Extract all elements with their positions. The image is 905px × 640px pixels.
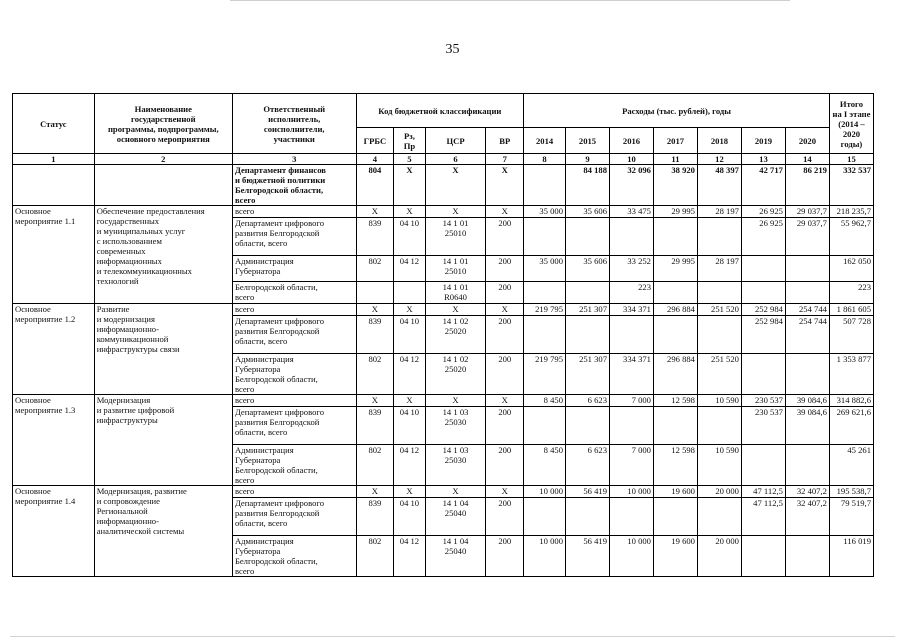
rzpr-cell: 04 10 bbox=[394, 498, 425, 536]
header-name: Наименование государственной программы, подпрограммы, основного мероприятия bbox=[94, 94, 232, 154]
rzpr-cell: Х bbox=[394, 206, 425, 218]
y2018-cell: 28 197 bbox=[697, 206, 741, 218]
status-cell: Основное мероприятие 1.4 bbox=[13, 486, 95, 577]
column-number: 3 bbox=[232, 154, 356, 165]
y2017-cell: 29 995 bbox=[653, 206, 697, 218]
total-cell: 1 353 877 bbox=[829, 354, 873, 395]
csr-cell: 14 1 02 25020 bbox=[425, 316, 486, 354]
y2017-cell bbox=[653, 282, 697, 304]
y2015-cell: 35 606 bbox=[566, 206, 610, 218]
csr-cell: Х bbox=[425, 304, 486, 316]
total-cell: 79 519,7 bbox=[829, 498, 873, 536]
y2017-cell bbox=[653, 316, 697, 354]
rzpr-cell: Х bbox=[394, 165, 425, 206]
y2014-cell: 8 450 bbox=[524, 445, 566, 486]
y2014-cell: 10 000 bbox=[524, 536, 566, 577]
y2016-cell: 33 252 bbox=[610, 256, 654, 282]
header-grbs: ГРБС bbox=[356, 128, 394, 154]
y2016-cell: 7 000 bbox=[610, 445, 654, 486]
grbs-cell: 802 bbox=[356, 256, 394, 282]
column-number: 4 bbox=[356, 154, 394, 165]
total-cell: 223 bbox=[829, 282, 873, 304]
csr-cell: 14 1 04 25040 bbox=[425, 498, 486, 536]
y2019-cell: 47 112,5 bbox=[741, 498, 785, 536]
column-number: 7 bbox=[486, 154, 524, 165]
y2019-cell: 230 537 bbox=[741, 395, 785, 407]
y2015-cell: 6 623 bbox=[566, 395, 610, 407]
y2016-cell: 334 371 bbox=[610, 304, 654, 316]
y2019-cell: 252 984 bbox=[741, 304, 785, 316]
y2016-cell: 33 475 bbox=[610, 206, 654, 218]
rzpr-cell: 04 10 bbox=[394, 316, 425, 354]
header-vr: ВР bbox=[486, 128, 524, 154]
vr-cell: 200 bbox=[486, 407, 524, 445]
column-number: 8 bbox=[524, 154, 566, 165]
total-cell: 195 538,7 bbox=[829, 486, 873, 498]
grbs-cell: 802 bbox=[356, 536, 394, 577]
y2017-cell: 19 600 bbox=[653, 536, 697, 577]
csr-cell: 14 1 01 25010 bbox=[425, 256, 486, 282]
y2016-cell bbox=[610, 218, 654, 256]
y2018-cell: 10 590 bbox=[697, 445, 741, 486]
column-number: 14 bbox=[785, 154, 829, 165]
grbs-cell: 839 bbox=[356, 316, 394, 354]
y2014-cell bbox=[524, 407, 566, 445]
y2019-cell bbox=[741, 256, 785, 282]
grbs-cell: Х bbox=[356, 206, 394, 218]
y2016-cell: 10 000 bbox=[610, 536, 654, 577]
csr-cell: 14 1 03 25030 bbox=[425, 445, 486, 486]
y2016-cell bbox=[610, 407, 654, 445]
header-year: 2018 bbox=[697, 128, 741, 154]
total-cell: 162 050 bbox=[829, 256, 873, 282]
y2018-cell: 251 520 bbox=[697, 354, 741, 395]
y2018-cell: 20 000 bbox=[697, 486, 741, 498]
y2020-cell: 39 084,6 bbox=[785, 395, 829, 407]
csr-cell: 14 1 03 25030 bbox=[425, 407, 486, 445]
y2014-cell: 10 000 bbox=[524, 486, 566, 498]
y2015-cell bbox=[566, 407, 610, 445]
executor-cell: Департамент цифрового развития Белгородской области, всего bbox=[232, 218, 356, 256]
y2019-cell bbox=[741, 354, 785, 395]
y2017-cell: 12 598 bbox=[653, 445, 697, 486]
column-number: 10 bbox=[610, 154, 654, 165]
y2016-cell bbox=[610, 316, 654, 354]
grbs-cell: Х bbox=[356, 304, 394, 316]
y2017-cell: 296 884 bbox=[653, 304, 697, 316]
y2017-cell bbox=[653, 218, 697, 256]
executor-cell: всего bbox=[232, 206, 356, 218]
total-cell: 1 861 605 bbox=[829, 304, 873, 316]
y2018-cell: 20 000 bbox=[697, 536, 741, 577]
vr-cell: 200 bbox=[486, 536, 524, 577]
column-number: 5 bbox=[394, 154, 425, 165]
y2015-cell bbox=[566, 316, 610, 354]
vr-cell: 200 bbox=[486, 218, 524, 256]
header-year: 2020 bbox=[785, 128, 829, 154]
vr-cell: 200 bbox=[486, 316, 524, 354]
y2015-cell: 84 188 bbox=[566, 165, 610, 206]
vr-cell: Х bbox=[486, 165, 524, 206]
header-year: 2017 bbox=[653, 128, 697, 154]
header-year: 2014 bbox=[524, 128, 566, 154]
y2020-cell bbox=[785, 536, 829, 577]
vr-cell: Х bbox=[486, 304, 524, 316]
y2020-cell: 254 744 bbox=[785, 316, 829, 354]
y2015-cell: 6 623 bbox=[566, 445, 610, 486]
bottom-edge-line bbox=[10, 636, 895, 637]
budget-table bbox=[12, 93, 874, 577]
column-number: 1 bbox=[13, 154, 95, 165]
y2018-cell bbox=[697, 498, 741, 536]
y2018-cell: 48 397 bbox=[697, 165, 741, 206]
header-executor: Ответственный исполнитель, соисполнители, участники bbox=[232, 94, 356, 154]
header-csr: ЦСР bbox=[425, 128, 486, 154]
executor-cell: Администрация Губернатора Белгородской области, всего bbox=[232, 445, 356, 486]
y2015-cell: 56 419 bbox=[566, 486, 610, 498]
y2018-cell bbox=[697, 407, 741, 445]
y2014-cell bbox=[524, 498, 566, 536]
y2015-cell bbox=[566, 218, 610, 256]
total-cell: 507 728 bbox=[829, 316, 873, 354]
y2020-cell bbox=[785, 445, 829, 486]
y2014-cell: 35 000 bbox=[524, 256, 566, 282]
y2016-cell bbox=[610, 498, 654, 536]
page-number: 35 bbox=[445, 42, 460, 57]
y2019-cell: 26 925 bbox=[741, 206, 785, 218]
y2019-cell: 42 717 bbox=[741, 165, 785, 206]
y2014-cell: 219 795 bbox=[524, 304, 566, 316]
header-rzpr: Рз, Пр bbox=[394, 128, 425, 154]
y2017-cell: 38 920 bbox=[653, 165, 697, 206]
executor-cell: Администрация Губернатора Белгородской области, всего bbox=[232, 536, 356, 577]
y2015-cell: 35 606 bbox=[566, 256, 610, 282]
y2019-cell: 252 984 bbox=[741, 316, 785, 354]
grbs-cell: 839 bbox=[356, 498, 394, 536]
rzpr-cell: 04 10 bbox=[394, 218, 425, 256]
executor-cell: Администрация Губернатора Белгородской области, всего bbox=[232, 354, 356, 395]
y2016-cell: 32 096 bbox=[610, 165, 654, 206]
executor-cell: Администрация Губернатора bbox=[232, 256, 356, 282]
executor-cell: Департамент цифрового развития Белгородской области, всего bbox=[232, 498, 356, 536]
y2019-cell: 47 112,5 bbox=[741, 486, 785, 498]
y2017-cell bbox=[653, 407, 697, 445]
y2016-cell: 334 371 bbox=[610, 354, 654, 395]
executor-cell: Департамент цифрового развития Белгородской области, всего bbox=[232, 316, 356, 354]
grbs-cell: 804 bbox=[356, 165, 394, 206]
executor-cell: всего bbox=[232, 395, 356, 407]
column-number: 9 bbox=[566, 154, 610, 165]
vr-cell: 200 bbox=[486, 498, 524, 536]
vr-cell: 200 bbox=[486, 256, 524, 282]
y2020-cell bbox=[785, 282, 829, 304]
rzpr-cell bbox=[394, 282, 425, 304]
header-status: Статус bbox=[13, 94, 95, 154]
y2014-cell: 219 795 bbox=[524, 354, 566, 395]
total-cell: 116 019 bbox=[829, 536, 873, 577]
header-budget-code: Код бюджетной классификации bbox=[356, 94, 524, 128]
y2019-cell bbox=[741, 536, 785, 577]
y2020-cell: 86 219 bbox=[785, 165, 829, 206]
grbs-cell: Х bbox=[356, 395, 394, 407]
grbs-cell: 839 bbox=[356, 218, 394, 256]
y2018-cell: 251 520 bbox=[697, 304, 741, 316]
rzpr-cell: 04 10 bbox=[394, 407, 425, 445]
column-number: 12 bbox=[697, 154, 741, 165]
total-cell: 45 261 bbox=[829, 445, 873, 486]
y2015-cell bbox=[566, 498, 610, 536]
y2015-cell: 251 307 bbox=[566, 304, 610, 316]
csr-cell: 14 1 02 25020 bbox=[425, 354, 486, 395]
y2020-cell: 29 037,7 bbox=[785, 206, 829, 218]
grbs-cell: Х bbox=[356, 486, 394, 498]
rzpr-cell: Х bbox=[394, 486, 425, 498]
header-total: Итого на I этапе (2014 – 2020 годы) bbox=[829, 94, 873, 154]
csr-cell: 14 1 01 25010 bbox=[425, 218, 486, 256]
header-year: 2015 bbox=[566, 128, 610, 154]
status-cell bbox=[13, 165, 95, 206]
rzpr-cell: 04 12 bbox=[394, 354, 425, 395]
vr-cell: 200 bbox=[486, 445, 524, 486]
csr-cell: Х bbox=[425, 395, 486, 407]
y2019-cell bbox=[741, 282, 785, 304]
executor-cell: Департамент финансов и бюджетной политики Белгородской области, всего bbox=[232, 165, 356, 206]
vr-cell: Х bbox=[486, 486, 524, 498]
y2015-cell: 56 419 bbox=[566, 536, 610, 577]
y2020-cell: 32 407,2 bbox=[785, 486, 829, 498]
name-cell: Модернизация, развитие и сопровождение Региональной информационно- аналитической системы bbox=[94, 486, 232, 577]
column-number: 6 bbox=[425, 154, 486, 165]
y2014-cell bbox=[524, 165, 566, 206]
rzpr-cell: 04 12 bbox=[394, 445, 425, 486]
y2018-cell bbox=[697, 218, 741, 256]
column-number-row bbox=[13, 154, 874, 165]
header-year: 2019 bbox=[741, 128, 785, 154]
total-cell: 314 882,6 bbox=[829, 395, 873, 407]
vr-cell: 200 bbox=[486, 282, 524, 304]
rzpr-cell: 04 12 bbox=[394, 256, 425, 282]
table-body bbox=[13, 165, 874, 577]
y2020-cell bbox=[785, 256, 829, 282]
table-row bbox=[13, 304, 874, 316]
column-number: 15 bbox=[829, 154, 873, 165]
rzpr-cell: Х bbox=[394, 304, 425, 316]
executor-cell: всего bbox=[232, 486, 356, 498]
y2015-cell: 251 307 bbox=[566, 354, 610, 395]
y2020-cell: 29 037,7 bbox=[785, 218, 829, 256]
status-cell: Основное мероприятие 1.3 bbox=[13, 395, 95, 486]
name-cell: Обеспечение предоставления государственных и муниципальных услуг с использованием современных информационных и телекоммуникационных технологий bbox=[94, 206, 232, 304]
table-row bbox=[13, 206, 874, 218]
executor-cell: Департамент цифрового развития Белгородской области, всего bbox=[232, 407, 356, 445]
total-cell: 269 621,6 bbox=[829, 407, 873, 445]
y2014-cell bbox=[524, 282, 566, 304]
y2018-cell bbox=[697, 316, 741, 354]
csr-cell: 14 1 04 25040 bbox=[425, 536, 486, 577]
csr-cell: Х bbox=[425, 206, 486, 218]
y2014-cell bbox=[524, 316, 566, 354]
y2017-cell: 19 600 bbox=[653, 486, 697, 498]
rzpr-cell: 04 12 bbox=[394, 536, 425, 577]
y2016-cell: 223 bbox=[610, 282, 654, 304]
rzpr-cell: Х bbox=[394, 395, 425, 407]
y2020-cell: 32 407,2 bbox=[785, 498, 829, 536]
csr-cell: 14 1 01 R0640 bbox=[425, 282, 486, 304]
column-number: 11 bbox=[653, 154, 697, 165]
name-cell bbox=[94, 165, 232, 206]
y2016-cell: 7 000 bbox=[610, 395, 654, 407]
grbs-cell: 802 bbox=[356, 445, 394, 486]
y2018-cell: 28 197 bbox=[697, 256, 741, 282]
table-row bbox=[13, 165, 874, 206]
vr-cell: Х bbox=[486, 395, 524, 407]
y2018-cell: 10 590 bbox=[697, 395, 741, 407]
y2017-cell: 29 995 bbox=[653, 256, 697, 282]
vr-cell: 200 bbox=[486, 354, 524, 395]
y2015-cell bbox=[566, 282, 610, 304]
status-cell: Основное мероприятие 1.1 bbox=[13, 206, 95, 304]
top-edge-line bbox=[230, 0, 790, 1]
column-number: 13 bbox=[741, 154, 785, 165]
name-cell: Развитие и модернизация информационно- коммуникационной инфраструктуры связи bbox=[94, 304, 232, 395]
y2020-cell bbox=[785, 354, 829, 395]
table-row bbox=[13, 486, 874, 498]
total-cell: 332 537 bbox=[829, 165, 873, 206]
total-cell: 55 962,7 bbox=[829, 218, 873, 256]
y2018-cell bbox=[697, 282, 741, 304]
header-year: 2016 bbox=[610, 128, 654, 154]
y2017-cell: 296 884 bbox=[653, 354, 697, 395]
total-cell: 218 235,7 bbox=[829, 206, 873, 218]
y2020-cell: 39 084,6 bbox=[785, 407, 829, 445]
header-expenses: Расходы (тыс. рублей), годы bbox=[524, 94, 830, 128]
y2019-cell: 26 925 bbox=[741, 218, 785, 256]
grbs-cell bbox=[356, 282, 394, 304]
name-cell: Модернизация и развитие цифровой инфраструктуры bbox=[94, 395, 232, 486]
y2016-cell: 10 000 bbox=[610, 486, 654, 498]
y2019-cell bbox=[741, 445, 785, 486]
executor-cell: всего bbox=[232, 304, 356, 316]
vr-cell: Х bbox=[486, 206, 524, 218]
column-number: 2 bbox=[94, 154, 232, 165]
y2014-cell: 35 000 bbox=[524, 206, 566, 218]
y2017-cell bbox=[653, 498, 697, 536]
grbs-cell: 839 bbox=[356, 407, 394, 445]
table-row bbox=[13, 395, 874, 407]
executor-cell: Белгородской области, всего bbox=[232, 282, 356, 304]
y2019-cell: 230 537 bbox=[741, 407, 785, 445]
grbs-cell: 802 bbox=[356, 354, 394, 395]
y2014-cell bbox=[524, 218, 566, 256]
y2020-cell: 254 744 bbox=[785, 304, 829, 316]
status-cell: Основное мероприятие 1.2 bbox=[13, 304, 95, 395]
csr-cell: Х bbox=[425, 486, 486, 498]
csr-cell: Х bbox=[425, 165, 486, 206]
y2017-cell: 12 598 bbox=[653, 395, 697, 407]
y2014-cell: 8 450 bbox=[524, 395, 566, 407]
